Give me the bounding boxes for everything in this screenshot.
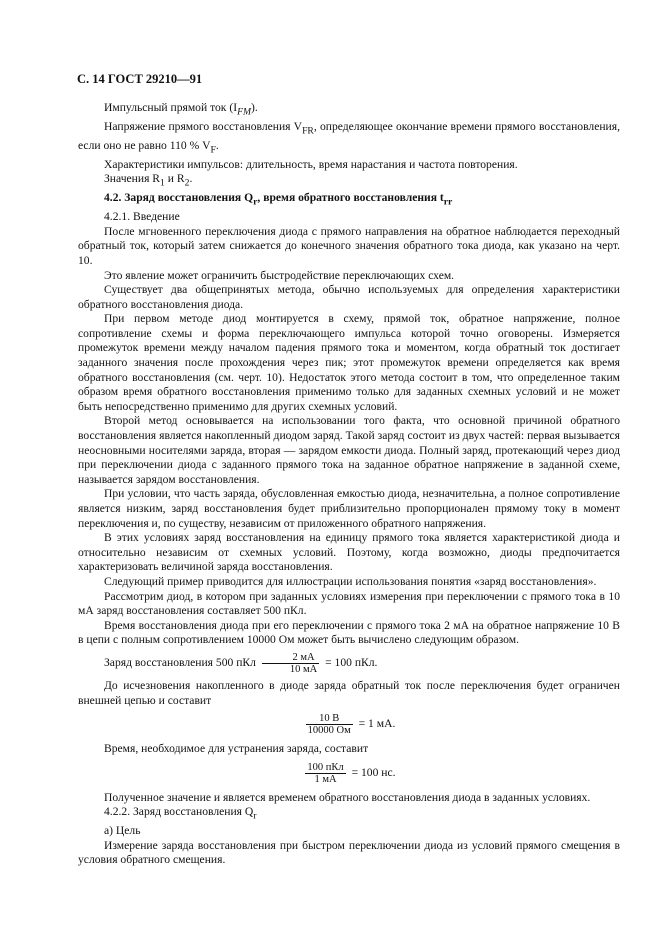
text-paragraph: Следующий пример приводится для иллюстрации использования понятия «заряд восстановления». <box>104 574 597 588</box>
text-fragment: Напряжение прямого восстановления V <box>104 119 303 133</box>
heading-fragment: 4.2.2. Заряд восстановления Q <box>104 805 254 819</box>
subscript: FR <box>302 125 314 137</box>
text-paragraph: При первом методе диод монтируется в схему, прямой ток, обратное напряжение, полное сопротивление схемы и форма переключающего импульса которой точно оговорены. Измеряется промежуток времени между началом падения прямого тока и моментом, когда обратный ток достигает заданного значения после прохождения через пик; этот промежуток времени определяется как время обратного восстановления (см. черт. 10). Недостаток этого метода состоит в том, что определенное таким образом время обратного восстановления применимо только для заданных схемных условий и не может быть непосредственно применимо для других схемных условий. <box>78 312 620 413</box>
subsection-heading: 4.2.1. Введение <box>104 210 180 224</box>
formula-result: = 100 пКл. <box>325 656 378 670</box>
text-paragraph: В этих условиях заряд восстановления на единицу прямого тока является характеристикой диода и относительно независим от схемных условий. Поэтому, когда возможно, диоды предпочитается характеризовать величиной заряда восстановления. <box>78 531 620 574</box>
subscript: r <box>253 196 258 208</box>
text-paragraph: Полученное значение и является временем обратного восстановления диода в заданных условиях. <box>104 790 591 804</box>
text-paragraph: После мгновенного переключения диода с прямого направления на обратное наблюдается переходный обратный ток, который затем снижается до конечного значения обратного тока диода, как указано на черт. 10. <box>78 224 620 267</box>
text-fragment: . <box>189 172 193 186</box>
subscript: 2 <box>184 177 190 189</box>
text-fragment: ). <box>251 101 258 114</box>
text-fragment <box>237 101 252 118</box>
fraction <box>262 652 319 675</box>
text-paragraph: До исчезновения накопленного в диоде заряда обратный ток после переключения будет ограничен внешней цепью и составит <box>78 678 620 707</box>
formula-result: = 100 нс. <box>351 765 396 779</box>
text-paragraph: Это явление может ограничить быстродействие переключающих схем. <box>104 268 455 282</box>
subsection-heading <box>78 805 620 824</box>
text-paragraph: Время восстановления диода при его переключении с прямого тока 2 мА на обратное напряжение 10 В в цепи с полным сопротивлением 10000 Ом может быть вычислено следующим образом. <box>78 618 620 647</box>
fraction-denominator: 10000 Ом <box>307 725 351 737</box>
text-line: Характеристики импульсов: длительность, время нарастания и частота повторения. <box>104 157 518 171</box>
page-header: С. 14 ГОСТ 29210—91 <box>77 72 203 86</box>
fraction-numerator: 10 В <box>306 713 353 725</box>
text-fragment: Импульсный прямой ток (I <box>104 101 238 114</box>
heading-fragment: 4.2. Заряд восстановления Q <box>104 191 254 205</box>
text-fragment: . <box>215 138 219 152</box>
text-line <box>78 101 620 120</box>
formula-reverse-current <box>78 713 620 736</box>
text-paragraph: Рассмотрим диод, в котором при заданных условиях измерения при переключении с прямого тока в 10 мА заряд восстановления составляет 500 пКл. <box>78 589 620 618</box>
text-fragment: , определяющее окончание времени прямого восстановления, если оно не равно 110 % V <box>78 119 620 152</box>
subscript: FM <box>237 106 252 118</box>
heading-fragment: , время обратного восстановления t <box>257 191 444 205</box>
text-paragraph <box>78 120 620 158</box>
fraction <box>306 713 353 736</box>
fraction-denominator: 10 мА <box>289 663 318 675</box>
subscript: 1 <box>160 177 165 189</box>
text-paragraph: При условии, что часть заряда, обусловленная емкостью диода, незначительна, а полное сопротивление является низким, заряд восстановления будет приблизительно пропорционален прямому току в момент переключения и, по существу, независим от приложенного обратного напряжения. <box>78 487 620 530</box>
section-heading <box>78 191 620 210</box>
fraction-denominator: 1 мА <box>314 773 337 785</box>
subscript: rr <box>443 196 453 208</box>
formula-result: = 1 мА. <box>358 717 396 731</box>
fraction <box>305 762 345 785</box>
list-item: а) Цель <box>104 824 141 838</box>
fraction-numerator: 2 мА <box>262 652 319 664</box>
formula-recovery-charge <box>78 652 620 675</box>
text-paragraph: Измерение заряда восстановления при быстром переключении диода из условий прямого смещения в условия обратного смещения. <box>78 838 620 867</box>
fraction-numerator: 100 пКл <box>307 761 344 773</box>
text-line <box>78 172 620 191</box>
text-paragraph: Время, необходимое для устранения заряда, составит <box>104 742 369 756</box>
formula-recovery-time <box>78 762 620 785</box>
formula-label: Заряд восстановления 500 пКл <box>104 656 256 670</box>
text-paragraph: Второй метод основывается на использовании того факта, что основной причиной обратного восстановления является накопленный диодом заряд. Такой заряд состоит из двух частей: первая вызывается неосновными носителями заряда, вторая — зарядом емкости диода. Полный заряд, протекающий через диод при переключении диода с заданного прямого тока на заданное обратное напряжение в заданной схеме, называется зарядом восстановления. <box>78 414 620 486</box>
page-body <box>78 101 620 868</box>
subscript: F <box>210 144 216 156</box>
subscript: r <box>253 810 257 822</box>
text-fragment: Значения R <box>104 172 161 186</box>
text-paragraph: Существует два общепринятых метода, обычно используемых для определения характеристики обратного восстановления диода. <box>78 283 620 311</box>
text-fragment: и R <box>164 172 185 186</box>
